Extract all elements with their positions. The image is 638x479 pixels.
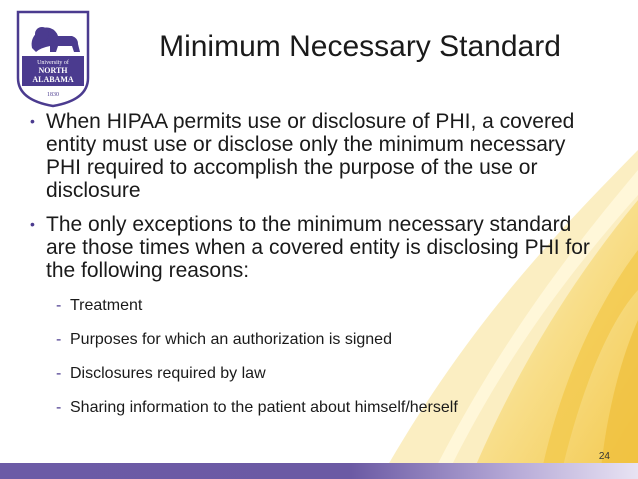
logo-text-alabama: ALABAMA bbox=[32, 75, 74, 84]
bullet-item bbox=[26, 110, 606, 202]
sub-bullet-list bbox=[26, 296, 606, 418]
sub-bullet-glyph: - bbox=[56, 399, 62, 416]
sub-bullet-glyph: - bbox=[56, 297, 62, 314]
bullet-glyph: • bbox=[30, 216, 35, 232]
bullet-text: When HIPAA permits use or disclosure of PHI, a covered entity must use or disclose only the minimum necessary PHI required to accomplish the purpose of the use or disclosure bbox=[46, 110, 575, 202]
sub-bullet-item bbox=[26, 398, 606, 418]
logo-text-university: University of bbox=[37, 60, 69, 66]
bullet-glyph: • bbox=[30, 113, 35, 129]
sub-bullet-glyph: - bbox=[56, 331, 62, 348]
sub-bullet-text: Purposes for which an authorization is signed bbox=[70, 331, 392, 348]
sub-bullet-text: Treatment bbox=[70, 297, 143, 314]
sub-bullet-text: Disclosures required by law bbox=[70, 365, 266, 382]
footer-bar bbox=[0, 463, 638, 479]
bullet-item bbox=[26, 213, 606, 282]
slide-content bbox=[26, 110, 606, 432]
sub-bullet-item bbox=[26, 330, 606, 350]
bullet-text: The only exceptions to the minimum necessary standard are those times when a covered entity is disclosing PHI for the following reasons: bbox=[46, 213, 590, 282]
page-number: 24 bbox=[598, 451, 610, 462]
sub-bullet-item bbox=[26, 296, 606, 316]
sub-bullet-item bbox=[26, 364, 606, 384]
slide-title: Minimum Necessary Standard bbox=[159, 30, 561, 63]
sub-bullet-text: Sharing information to the patient about himself/herself bbox=[70, 399, 458, 416]
logo-text-north: NORTH bbox=[38, 66, 68, 75]
sub-bullet-glyph: - bbox=[56, 365, 62, 382]
university-logo bbox=[14, 8, 92, 108]
logo-year: 1830 bbox=[47, 92, 59, 98]
